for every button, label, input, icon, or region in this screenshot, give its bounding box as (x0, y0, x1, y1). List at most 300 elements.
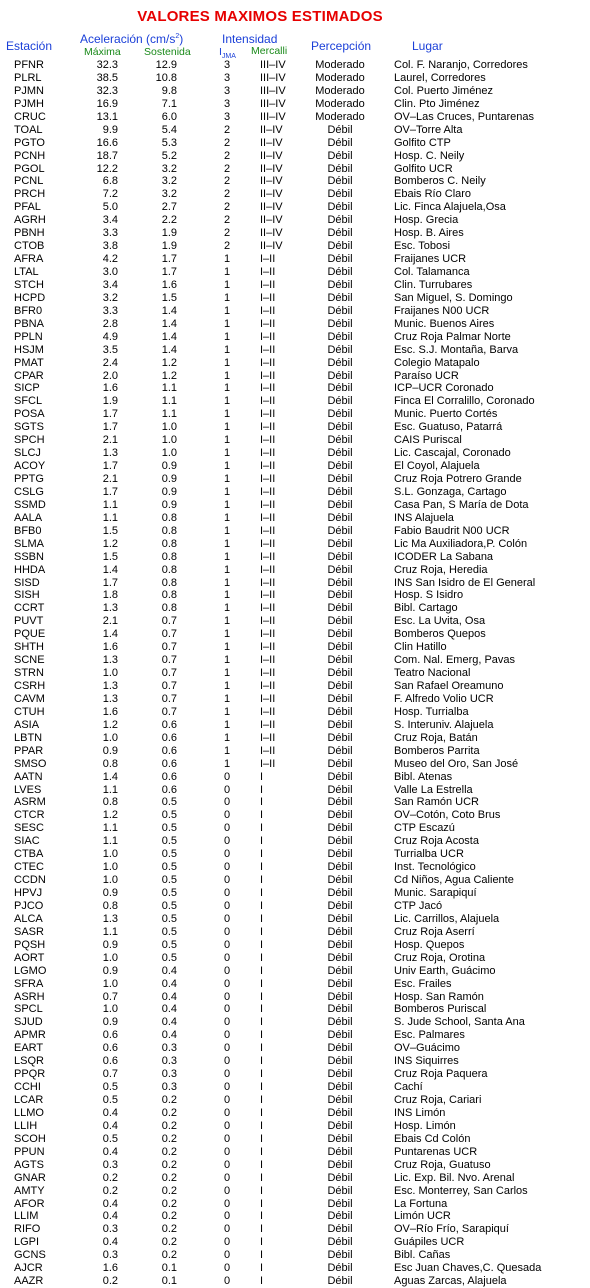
mercalli-value: II–IV (260, 188, 283, 201)
ijma-value: 0 (223, 1249, 231, 1262)
ijma-value: 1 (223, 266, 231, 278)
ijma-value: 1 (223, 382, 231, 395)
station-code: PFAL (14, 201, 41, 214)
ijma-value: 0 (223, 848, 231, 861)
station-code: LLIH (14, 1119, 38, 1132)
table-row (0, 1223, 590, 1236)
sostenida-value: 0.8 (161, 576, 177, 589)
ijma-value: 0 (223, 1055, 231, 1068)
station-code: CRUC (14, 110, 46, 123)
table-row (0, 370, 590, 383)
percepcion-value: Débil (327, 705, 353, 718)
mercalli-value: I–II (260, 473, 276, 485)
percepcion-value: Débil (327, 822, 353, 835)
maxima-value: 1.7 (102, 408, 118, 421)
maxima-value: 0.2 (102, 1275, 118, 1288)
table-row (0, 784, 590, 797)
lugar-value: Col. Talamanca (394, 266, 470, 278)
lugar-value: INS San Isidro de El General (394, 576, 536, 589)
percepcion-value: Débil (327, 1119, 353, 1132)
maxima-value: 1.6 (102, 1262, 118, 1275)
table-row (0, 214, 590, 227)
sostenida-value: 1.6 (161, 278, 177, 291)
lugar-value: Teatro Nacional (394, 667, 471, 680)
station-code: BFR0 (14, 304, 43, 317)
lugar-value: Bibl. Cañas (394, 1249, 451, 1262)
station-code: SISD (14, 576, 40, 589)
table-row (0, 318, 590, 331)
percepcion-value: Débil (327, 887, 353, 899)
station-code: SLMA (14, 537, 44, 550)
maxima-value: 12.2 (96, 162, 118, 175)
percepcion-value: Débil (327, 602, 353, 615)
lugar-value: Esc. Guatuso, Patarrá (394, 421, 503, 434)
station-code: PPAR (14, 744, 44, 757)
percepcion-value: Débil (327, 912, 353, 925)
table-row (0, 693, 590, 706)
lugar-value: Lic. Finca Alajuela,Osa (394, 201, 506, 214)
station-code: CSLG (14, 485, 44, 498)
lugar-value: Bibl. Cartago (394, 602, 458, 615)
sostenida-value: 0.3 (161, 1081, 177, 1094)
sostenida-value: 0.5 (161, 861, 177, 874)
ijma-value: 0 (223, 1106, 231, 1119)
ijma-value: 1 (223, 589, 231, 602)
maxima-value: 0.5 (102, 1081, 118, 1094)
lugar-value: ICODER La Sabana (394, 550, 494, 563)
maxima-value: 1.0 (102, 977, 118, 990)
station-code: GNAR (14, 1171, 46, 1184)
ijma-value: 1 (223, 524, 231, 537)
table-row (0, 1146, 590, 1159)
station-code: SHTH (14, 641, 44, 654)
table-row (0, 1198, 590, 1211)
ijma-value: 0 (223, 887, 231, 899)
mercalli-value: I (260, 990, 264, 1003)
percepcion-value: Moderado (315, 59, 365, 71)
percepcion-value: Débil (327, 964, 353, 977)
maxima-value: 3.4 (102, 214, 118, 227)
maxima-value: 1.3 (102, 654, 118, 667)
percepcion-value: Débil (327, 731, 353, 744)
maxima-value: 0.9 (102, 744, 118, 757)
lugar-value: Ebais Río Claro (394, 188, 472, 201)
percepcion-value: Débil (327, 899, 353, 912)
mercalli-value: I (260, 1184, 264, 1197)
station-code: CTOB (14, 240, 45, 253)
sostenida-value: 0.4 (161, 1003, 177, 1016)
ijma-value: 0 (223, 1094, 231, 1106)
header-estacion: Estación (6, 39, 53, 53)
maxima-value: 0.9 (102, 1016, 118, 1029)
ijma-value: 1 (223, 395, 231, 408)
ijma-value: 1 (223, 498, 231, 511)
table-row (0, 1133, 590, 1146)
maxima-value: 3.3 (102, 227, 118, 240)
mercalli-value: I (260, 822, 264, 835)
mercalli-value: III–IV (260, 84, 286, 97)
station-code: PFNR (14, 59, 44, 71)
table-row (0, 991, 590, 1004)
mercalli-value: I (260, 783, 264, 796)
mercalli-value: I (260, 964, 264, 977)
maxima-value: 5.0 (102, 201, 118, 214)
table-row (0, 732, 590, 745)
ijma-value: 0 (223, 1042, 231, 1055)
table-row (0, 926, 590, 939)
mercalli-value: I (260, 1132, 264, 1145)
sostenida-value: 6.0 (161, 110, 177, 123)
sostenida-value: 1.5 (161, 291, 177, 304)
percepcion-value: Débil (327, 563, 353, 576)
maxima-value: 1.0 (102, 848, 118, 861)
lugar-value: Cruz Roja Paquera (394, 1068, 488, 1081)
table-row (0, 486, 590, 499)
sostenida-value: 0.5 (161, 796, 177, 809)
station-code: PRCH (14, 188, 46, 201)
maxima-value: 0.3 (102, 1223, 118, 1236)
percepcion-value: Débil (327, 848, 353, 861)
percepcion-value: Débil (327, 175, 353, 188)
station-code: PQSH (14, 938, 46, 951)
station-code: SSMD (14, 498, 46, 511)
mercalli-value: I–II (260, 654, 276, 667)
mercalli-value: I (260, 1029, 264, 1042)
lugar-value: Colegio Matapalo (394, 356, 480, 369)
station-code: ASRM (14, 796, 46, 809)
sostenida-value: 0.8 (161, 563, 177, 576)
lugar-value: Munic. Sarapiquí (394, 887, 477, 899)
lugar-value: Cruz Roja, Guatuso (394, 1158, 491, 1171)
mercalli-value: I–II (260, 460, 276, 473)
percepcion-value: Débil (327, 1068, 353, 1081)
ijma-value: 1 (223, 641, 231, 654)
lugar-value: Guápiles UCR (394, 1236, 465, 1249)
maxima-value: 1.6 (102, 705, 118, 718)
mercalli-value: I–II (260, 253, 276, 266)
maxima-value: 0.9 (102, 938, 118, 951)
station-code: SCNE (14, 654, 45, 667)
percepcion-value: Débil (327, 149, 353, 162)
ijma-value: 1 (223, 602, 231, 615)
station-code: PMAT (14, 356, 44, 369)
sostenida-value: 0.2 (161, 1132, 177, 1145)
percepcion-value: Débil (327, 434, 353, 447)
ijma-value: 1 (223, 757, 231, 770)
maxima-value: 0.6 (102, 1029, 118, 1042)
ijma-value: 0 (223, 951, 231, 964)
lugar-value: S. Interuniv. Alajuela (394, 718, 494, 731)
lugar-value: San Miguel, S. Domingo (394, 291, 513, 304)
maxima-value: 4.2 (102, 253, 118, 266)
maxima-value: 3.5 (102, 343, 118, 356)
sostenida-value: 0.5 (161, 925, 177, 938)
table-row (0, 266, 590, 279)
sostenida-value: 0.6 (161, 757, 177, 770)
mercalli-value: I–II (260, 628, 276, 641)
percepcion-value: Débil (327, 408, 353, 421)
lugar-value: Hosp. S Isidro (394, 589, 464, 602)
lugar-value: Fraijanes N00 UCR (394, 304, 490, 317)
table-row (0, 564, 590, 577)
table-row (0, 72, 590, 85)
sostenida-value: 0.7 (161, 667, 177, 680)
ijma-value: 2 (223, 123, 231, 136)
table-row (0, 861, 590, 874)
lugar-value: Inst. Tecnológico (394, 861, 476, 874)
ijma-value: 0 (223, 809, 231, 822)
table-row (0, 1107, 590, 1120)
ijma-value: 1 (223, 731, 231, 744)
ijma-value: 1 (223, 550, 231, 563)
sostenida-value: 0.6 (161, 783, 177, 796)
table-row (0, 434, 590, 447)
ijma-value: 0 (223, 796, 231, 809)
sostenida-value: 0.9 (161, 498, 177, 511)
ijma-value: 2 (223, 149, 231, 162)
percepcion-value: Débil (327, 240, 353, 253)
mercalli-value: I (260, 1068, 264, 1081)
table-row (0, 1003, 590, 1016)
sostenida-value: 0.2 (161, 1158, 177, 1171)
maxima-value: 1.1 (102, 822, 118, 835)
lugar-value: Esc. Tobosi (394, 240, 451, 253)
lugar-value: INS Limón (394, 1106, 446, 1119)
mercalli-value: I–II (260, 304, 276, 317)
table-row (0, 796, 590, 809)
ijma-value: 1 (223, 253, 231, 266)
mercalli-value: I (260, 1249, 264, 1262)
ijma-value: 3 (223, 84, 231, 97)
sostenida-value: 1.9 (161, 240, 177, 253)
sostenida-value: 7.1 (161, 97, 177, 110)
mercalli-value: I–II (260, 498, 276, 511)
station-code: BFB0 (14, 524, 42, 537)
sostenida-value: 0.5 (161, 951, 177, 964)
mercalli-value: I–II (260, 291, 276, 304)
percepcion-value: Débil (327, 227, 353, 240)
station-code: PCNH (14, 149, 46, 162)
table-row (0, 1185, 590, 1198)
ijma-value: 0 (223, 964, 231, 977)
maxima-value: 1.1 (102, 498, 118, 511)
sostenida-value: 0.8 (161, 511, 177, 524)
station-code: HPVJ (14, 887, 43, 899)
mercalli-value: I (260, 835, 264, 848)
ijma-value: 1 (223, 537, 231, 550)
sostenida-value: 0.5 (161, 938, 177, 951)
lugar-value: Cruz Roja, Heredia (394, 563, 488, 576)
maxima-value: 0.8 (102, 796, 118, 809)
maxima-value: 0.4 (102, 1145, 118, 1158)
sostenida-value: 12.9 (155, 59, 177, 71)
table-row (0, 408, 590, 421)
station-code: PGOL (14, 162, 45, 175)
lugar-value: Finca El Corralillo, Coronado (394, 395, 535, 408)
station-code: TOAL (14, 123, 43, 136)
table-row (0, 848, 590, 861)
lugar-value: Ebais Cd Colón (394, 1132, 471, 1145)
table-row (0, 538, 590, 551)
table-row (0, 188, 590, 201)
maxima-value: 2.4 (102, 356, 118, 369)
percepcion-value: Débil (327, 421, 353, 434)
mercalli-value: II–IV (260, 240, 283, 253)
percepcion-value: Débil (327, 447, 353, 460)
station-code: SPCH (14, 434, 45, 447)
sostenida-value: 5.4 (161, 123, 177, 136)
percepcion-value: Débil (327, 744, 353, 757)
mercalli-value: I (260, 1223, 264, 1236)
sostenida-value: 0.8 (161, 537, 177, 550)
sostenida-value: 0.5 (161, 822, 177, 835)
percepcion-value: Débil (327, 692, 353, 705)
sostenida-value: 0.6 (161, 770, 177, 783)
mercalli-value: I (260, 1003, 264, 1016)
table-row (0, 1172, 590, 1185)
lugar-value: Bomberos C. Neily (394, 175, 486, 188)
ijma-value: 2 (223, 201, 231, 214)
table-row (0, 835, 590, 848)
sostenida-value: 3.2 (161, 162, 177, 175)
percepcion-value: Débil (327, 1249, 353, 1262)
lugar-value: S.L. Gonzaga, Cartago (394, 485, 507, 498)
percepcion-value: Moderado (315, 110, 365, 123)
station-code: PQUE (14, 628, 46, 641)
mercalli-value: I (260, 1158, 264, 1171)
mercalli-value: I (260, 809, 264, 822)
table-row (0, 201, 590, 214)
lugar-value: Cruz Roja, Batán (394, 731, 478, 744)
sostenida-value: 0.2 (161, 1236, 177, 1249)
table-row (0, 887, 590, 900)
ijma-value: 0 (223, 1197, 231, 1210)
table-row (0, 1068, 590, 1081)
percepcion-value: Débil (327, 214, 353, 227)
ijma-value: 1 (223, 692, 231, 705)
percepcion-value: Débil (327, 628, 353, 641)
ijma-value: 1 (223, 291, 231, 304)
table-row (0, 1210, 590, 1223)
ijma-value: 2 (223, 227, 231, 240)
mercalli-value: I (260, 887, 264, 899)
maxima-value: 1.6 (102, 641, 118, 654)
maxima-value: 1.5 (102, 524, 118, 537)
station-code: CCRT (14, 602, 45, 615)
percepcion-value: Débil (327, 809, 353, 822)
maxima-value: 32.3 (96, 59, 118, 71)
mercalli-value: I–II (260, 524, 276, 537)
lugar-value: Hosp. Grecia (394, 214, 459, 227)
lugar-value: INS Siquirres (394, 1055, 459, 1068)
station-code: PCNL (14, 175, 44, 188)
station-code: EART (14, 1042, 44, 1055)
lugar-value: Bomberos Puriscal (394, 1003, 487, 1016)
station-code: CAVM (14, 692, 45, 705)
ijma-value: 0 (223, 1068, 231, 1081)
table-row (0, 1016, 590, 1029)
mercalli-value: I–II (260, 369, 276, 382)
lugar-value: Clin. Pto Jiménez (394, 97, 480, 110)
sostenida-value: 0.6 (161, 731, 177, 744)
ijma-value: 1 (223, 628, 231, 641)
table-row (0, 163, 590, 176)
table-row (0, 654, 590, 667)
maxima-value: 1.7 (102, 421, 118, 434)
subheader-ijma-i: I (219, 46, 222, 58)
table-row (0, 357, 590, 370)
sostenida-value: 0.8 (161, 550, 177, 563)
sostenida-value: 0.3 (161, 1068, 177, 1081)
maxima-value: 1.0 (102, 951, 118, 964)
maxima-value: 0.8 (102, 899, 118, 912)
maxima-value: 1.3 (102, 912, 118, 925)
mercalli-value: I–II (260, 757, 276, 770)
lugar-value: OV–Río Frío, Sarapiquí (394, 1223, 509, 1236)
percepcion-value: Débil (327, 654, 353, 667)
mercalli-value: III–IV (260, 71, 286, 84)
maxima-value: 0.3 (102, 1249, 118, 1262)
station-code: SFRA (14, 977, 44, 990)
ijma-value: 0 (223, 770, 231, 783)
station-code: AAZR (14, 1275, 44, 1288)
station-code: PPQR (14, 1068, 46, 1081)
sostenida-value: 0.7 (161, 615, 177, 628)
page-title: VALORES MAXIMOS ESTIMADOS (137, 8, 383, 25)
mercalli-value: I–II (260, 744, 276, 757)
maxima-value: 1.4 (102, 628, 118, 641)
maxima-value: 0.7 (102, 990, 118, 1003)
lugar-value: ICP–UCR Coronado (394, 382, 494, 395)
ijma-value: 2 (223, 240, 231, 253)
sostenida-value: 0.8 (161, 524, 177, 537)
station-code: AFOR (14, 1197, 45, 1210)
table-row (0, 1275, 590, 1288)
lugar-value: Col. F. Naranjo, Corredores (394, 59, 528, 71)
sostenida-value: 0.5 (161, 848, 177, 861)
sostenida-value: 0.7 (161, 654, 177, 667)
ijma-value: 3 (223, 59, 231, 71)
sostenida-value: 0.6 (161, 744, 177, 757)
table-row (0, 551, 590, 564)
maxima-value: 1.3 (102, 447, 118, 460)
table-row (0, 111, 590, 124)
station-code: PUVT (14, 615, 44, 628)
maxima-value: 6.8 (102, 175, 118, 188)
ijma-value: 0 (223, 1210, 231, 1223)
sostenida-value: 0.7 (161, 680, 177, 692)
ijma-value: 1 (223, 460, 231, 473)
station-code: PJCO (14, 899, 44, 912)
percepcion-value: Débil (327, 667, 353, 680)
sostenida-value: 0.2 (161, 1197, 177, 1210)
maxima-value: 0.4 (102, 1210, 118, 1223)
maxima-value: 2.0 (102, 369, 118, 382)
ijma-value: 2 (223, 188, 231, 201)
maxima-value: 1.1 (102, 925, 118, 938)
sostenida-value: 0.2 (161, 1171, 177, 1184)
station-code: SASR (14, 925, 44, 938)
percepcion-value: Débil (327, 1158, 353, 1171)
sostenida-value: 5.2 (161, 149, 177, 162)
maxima-value: 1.0 (102, 731, 118, 744)
ijma-value: 1 (223, 615, 231, 628)
table-row (0, 382, 590, 395)
station-code: HSJM (14, 343, 44, 356)
table-row (0, 1262, 590, 1275)
mercalli-value: I (260, 1106, 264, 1119)
ijma-value: 0 (223, 861, 231, 874)
